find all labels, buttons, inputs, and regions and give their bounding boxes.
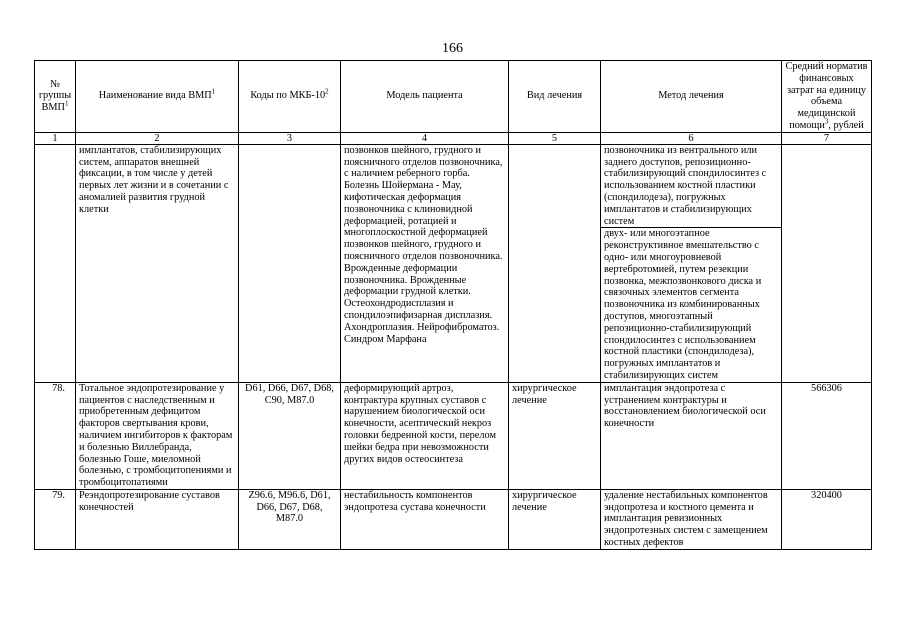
column-number: 6 — [601, 132, 782, 144]
treatment-type-cell — [509, 144, 601, 382]
vmp-table — [34, 60, 872, 550]
treatment-type-cell: хирургическое лечение — [509, 489, 601, 549]
icd-codes-cell: D61, D66, D67, D68, C90, M87.0 — [239, 382, 341, 489]
vmp-name-cell: Тотальное эндопротезирование у пациентов с наследственным и приобретенным дефицитом факторов свертывания крови, наличием ингибиторов к факторам и болезнью Виллебранда, болезнью Гоше, миеломной болезнью, с тромбоцитопениями и тромбоцитопатиями — [76, 382, 239, 489]
group-number-cell — [35, 144, 76, 382]
icd-codes-cell: Z96.6, M96.6, D61, D66, D67, D68, M87.0 — [239, 489, 341, 549]
patient-model-cell: позвонков шейного, грудного и поясничного отделов позвоночника, с наличием реберного горба. Болезнь Шойермана - Мау, кифотическая деформация позвоночника с клиновидной деформацией, ротацией и многоплоскостной деформацией позвонков шейного, грудного и поясничного отделов позвоночника. Врожденные деформации позвоночника. Врожденные деформации грудной клетки. Остеохондродисплазия и спондилоэпифизарная дисплазия. Ахондроплазия. Нейрофиброматоз. Синдром Марфана — [341, 144, 509, 382]
cost-cell: 566306 — [782, 382, 872, 489]
column-number: 7 — [782, 132, 872, 144]
cost-cell: 320400 — [782, 489, 872, 549]
vmp-name-cell: имплантатов, стабилизирующих систем, аппаратов внешней фиксации, в том числе у детей первых лет жизни и в сочетании с аномалией развития грудной клетки — [76, 144, 239, 382]
header-row — [35, 61, 872, 133]
column-number: 4 — [341, 132, 509, 144]
treatment-method-cell: имплантация эндопротеза с устранением контрактуры и восстановлением биологической оси конечности — [601, 382, 782, 489]
patient-model-cell: деформирующий артроз, контрактура крупных суставов с нарушением биологической оси конечности, асептический некроз головки бедренной кости, перелом шейки бедра при невозможности других видов остеосинтеза — [341, 382, 509, 489]
header-vmp-name: Наименование вида ВМП$^1$ — [76, 61, 239, 133]
header-icd-codes: Коды по МКБ-$10^2$ — [239, 61, 341, 133]
header-patient-model: Модель пациента — [341, 61, 509, 133]
icd-codes-cell — [239, 144, 341, 382]
table-row — [35, 144, 872, 382]
header-treatment-method: Метод лечения — [601, 61, 782, 133]
header-treatment-type: Вид лечения — [509, 61, 601, 133]
patient-model-cell: нестабильность компонентов эндопротеза сустава конечности — [341, 489, 509, 549]
column-number: 1 — [35, 132, 76, 144]
treatment-method-item: позвоночника из вентрального или заднего доступов, репозиционно-стабилизирующий спондилосинтез с использованием костной пластики (спондилодеза), погружных имплантатов и стабилизирующих систем — [604, 144, 767, 227]
column-number-row — [35, 132, 872, 144]
treatment-type-cell: хирургическое лечение — [509, 382, 601, 489]
group-number-cell: 79. — [35, 489, 76, 549]
table-row — [35, 489, 872, 549]
treatment-method-cell — [601, 144, 782, 382]
column-number: 5 — [509, 132, 601, 144]
cost-cell — [782, 144, 872, 382]
column-number: 2 — [76, 132, 239, 144]
treatment-method-item: двух- или многоэтапное реконструктивное вмешательство с одно- или многоуровневой вертебротомией, путем резекции позвонка, межпозвонкового диска и связочных элементов сегмента позвоночника из комбинированных доступов, многоэтапный репозиционно-стабилизирующий спондилосинтез с использованием костной пластики (спондилодеза), погружных имплантатов и стабилизирующих систем — [601, 227, 781, 381]
table-row — [35, 382, 872, 489]
column-number: 3 — [239, 132, 341, 144]
vmp-name-cell: Реэндопротезирование суставов конечностей — [76, 489, 239, 549]
header-cost-norm: Средний норматив финансовых затрат на единицу объема медицинской помощи$^3$, рублей — [782, 61, 872, 133]
group-number-cell: 78. — [35, 382, 76, 489]
treatment-method-cell: удаление нестабильных компонентов эндопротеза и костного цемента и имплантация ревизионных эндопротезных систем с замещением костных дефектов — [601, 489, 782, 549]
page-number: 166 — [442, 41, 463, 56]
header-group-number: № группы ВМП$^1$ — [35, 61, 76, 133]
